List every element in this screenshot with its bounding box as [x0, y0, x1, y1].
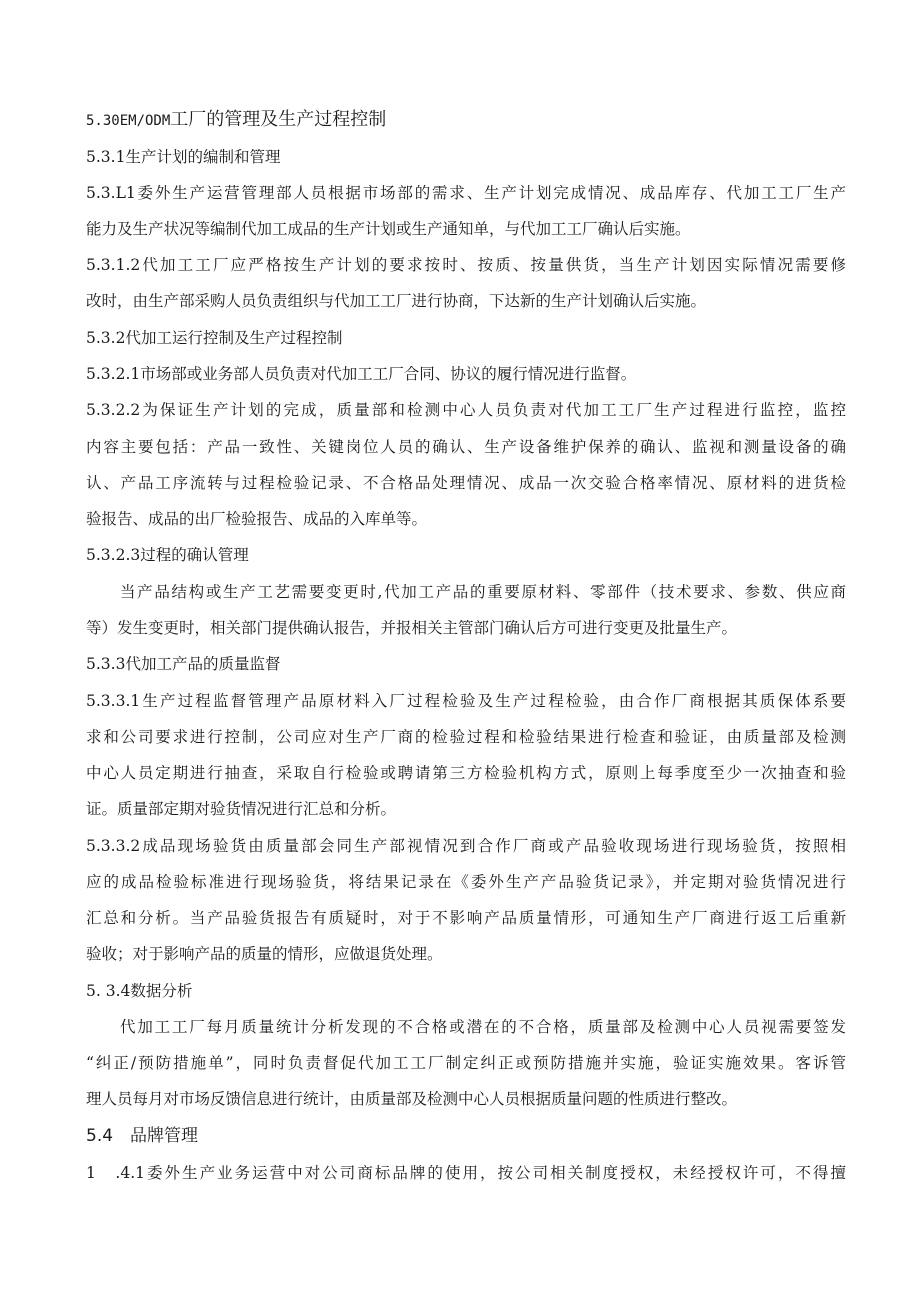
paragraph-line: 等）发生变更时，相关部门提供确认报告，并报相关主管部门确认后方可进行变更及批量生产。 — [86, 619, 738, 637]
paragraph-line: 求和公司要求进行控制，公司应对生产厂商的检验过程和检验结果进行检查和验证，由质量部及检测 — [86, 728, 846, 746]
section-heading-5-3 — [86, 109, 846, 132]
subheading-5-3-4: 5. 3.4数据分析 — [86, 982, 193, 1000]
paragraph-line: 5.3.1.2代加工工厂应严格按生产计划的要求按时、按质、按量供货，当生产计划因实际情况需要修 — [86, 256, 846, 274]
paragraph-line: 汇总和分析。当产品验货报告有质疑时，对于不影响产品质量情形，可通知生产厂商进行返工后重新 — [86, 909, 846, 927]
paragraph-line: 5.3.2.2为保证生产计划的完成，质量部和检测中心人员负责对代加工工厂生产过程进行监控，监控 — [86, 401, 846, 419]
paragraph-line: 代加工工厂每月质量统计分析发现的不合格或潜在的不合格，质量部及检测中心人员视需要签发 — [120, 1018, 846, 1036]
paragraph-line: 应的成品检验标准进行现场验货，将结果记录在《委外生产产品验货记录》，并定期对验货情况进行 — [86, 873, 846, 891]
paragraph-line: 验报告、成品的出厂检验报告、成品的入库单等。 — [86, 510, 428, 528]
paragraph-line: 验收；对于影响产品的质量的情形，应做退货处理。 — [86, 945, 443, 963]
paragraph-line: 理人员每月对市场反馈信息进行统计，由质量部及检测中心人员根据质量问题的性质进行整改。 — [86, 1090, 738, 1108]
paragraph-line: 5.3.2.1市场部或业务部人员负责对代加工工厂合同、协议的履行情况进行监督。 — [86, 365, 637, 383]
paragraph-line: 中心人员定期进行抽查，采取自行检验或聘请第三方检验机构方式，原则上每季度至少一次抽查和验 — [86, 764, 846, 782]
paragraph-line: 当产品结构或生产工艺需要变更时,代加工产品的重要原材料、零部件（技术要求、参数、供应商 — [120, 583, 846, 601]
section-heading-5-4: 5.4 品牌管理 — [86, 1126, 199, 1146]
paragraph-line: “纠正/预防措施单”，同时负责督促代加工工厂制定纠正或预防措施并实施，验证实施效果。客诉管 — [86, 1054, 846, 1072]
section-number: 5.30EM/ODM — [86, 113, 171, 129]
paragraph-line: 内容主要包括：产品一致性、关键岗位人员的确认、生产设备维护保养的确认、监视和测量设备的确 — [86, 438, 846, 456]
paragraph-line: 认、产品工序流转与过程检验记录、不合格品处理情况、成品一次交验合格率情况、原材料的进货检 — [86, 474, 846, 492]
section-title: 工厂的管理及生产过程控制 — [170, 109, 387, 130]
paragraph-line: 证。质量部定期对验货情况进行汇总和分析。 — [86, 800, 397, 818]
paragraph-line: 能力及生产状况等编制代加工成品的生产计划或生产通知单，与代加工工厂确认后实施。 — [86, 220, 691, 238]
subheading-5-3-3: 5.3.3代加工产品的质量监督 — [86, 655, 281, 673]
subheading-5-3-1: 5.3.1生产计划的编制和管理 — [86, 148, 281, 166]
paragraph-line: 5.3.L1委外生产运营管理部人员根据市场部的需求、生产计划完成情况、成品库存、代加工工厂生产 — [86, 184, 846, 202]
paragraph-line: 改时，由生产部采购人员负责组织与代加工工厂进行协商，下达新的生产计划确认后实施。 — [86, 292, 707, 310]
subheading-5-3-2: 5.3.2代加工运行控制及生产过程控制 — [86, 329, 343, 347]
paragraph-line: 5.3.3.1生产过程监督管理产品原材料入厂过程检验及生产过程检验，由合作厂商根据其质保体系要 — [86, 692, 846, 710]
paragraph-line: 5.3.3.2成品现场验货由质量部会同生产部视情况到合作厂商或产品验收现场进行现场验货，按照相 — [86, 837, 846, 855]
subheading-5-3-2-3: 5.3.2.3过程的确认管理 — [86, 546, 249, 564]
paragraph-line: 1 .4.1委外生产业务运营中对公司商标品牌的使用，按公司相关制度授权，未经授权许可，不得擅 — [86, 1164, 846, 1182]
